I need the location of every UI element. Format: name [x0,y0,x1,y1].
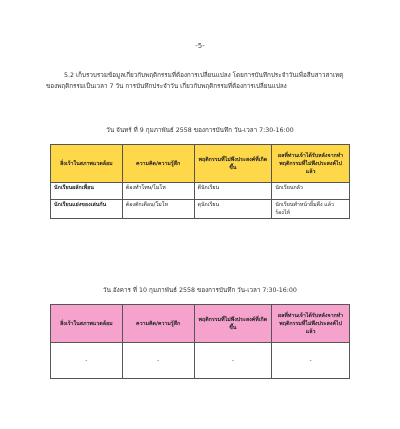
table-row [51,200,350,219]
cell-stimulus: - [51,343,123,379]
cell-consequence: นักเรียนทำหน้ายิ้มดึง แล้วร้องไห้ [272,200,350,219]
column-header-feeling: ความคิด/ความรู้สึก [122,305,194,343]
cell-consequence: นักเรียนกลัว [272,183,350,200]
column-header-behavior: พฤติกรรมที่ไม่พึงประสงค์ที่เกิดขึ้น [194,305,272,343]
page-number: -5- [195,42,205,50]
column-header-feeling: ความคิด/ความรู้สึก [122,145,194,183]
cell-behavior: - [194,343,272,379]
cell-behavior: ตีนักเรียน [194,183,272,200]
intro-line-1: 5.2 เก็บรวบรวมข้อมูลเกี่ยวกับพฤติกรรมที่ต้องการเปลี่ยนแปลง โดยการบันทึกประจำวันเพื่อสืบสาวสาเหตุ [64,72,344,79]
table-header-row [51,305,350,343]
cell-feeling: - [122,343,194,379]
table-row [51,183,350,200]
column-header-stimulus: สิ่งเร้าในสภาพแวดล้อม [51,305,123,343]
cell-behavior: ดุนักเรียน [194,200,272,219]
table-row [51,343,350,379]
cell-consequence: - [272,343,350,379]
intro-line-2: ของพฤติกรรมเป็นเวลา 7 วัน การบันทึกประจำวัน เกี่ยวกับพฤติกรรมที่ต้องการเปลี่ยนแปลง [46,83,287,90]
intro-paragraph [46,70,362,92]
day2-behavior-table [50,304,350,379]
table-header-row [51,145,350,183]
column-header-consequence: ผลที่ท่านเจ้าได้รับหลังจากทำพฤติกรรมที่ไม่พึงประสงค์ไปแล้ว [272,145,350,183]
cell-stimulus: นักเรียนผลักเพื่อน [51,183,123,200]
cell-stimulus: นักเรียนแย่งของเล่นกัน [51,200,123,219]
cell-feeling: ต้องตักเตือน/โมโห [122,200,194,219]
cell-feeling: ต้องทำโทษ/โมโห [122,183,194,200]
day1-behavior-table [50,144,350,219]
column-header-consequence: ผลที่ท่านเจ้าได้รับหลังจากทำพฤติกรรมที่ไม่พึงประสงค์ไปแล้ว [272,305,350,343]
column-header-stimulus: สิ่งเร้าในสภาพแวดล้อม [51,145,123,183]
day2-heading: วัน อังคาร ที่ 10 กุมภาพันธ์ 2558 ของการบันทึก วัน-เวลา 7:30-16:00 [103,287,297,294]
day1-heading: วัน จันทร์ ที่ 9 กุมภาพันธ์ 2558 ของการบันทึก วัน-เวลา 7:30-16:00 [106,127,294,134]
column-header-behavior: พฤติกรรมที่ไม่พึงประสงค์ที่เกิดขึ้น [194,145,272,183]
